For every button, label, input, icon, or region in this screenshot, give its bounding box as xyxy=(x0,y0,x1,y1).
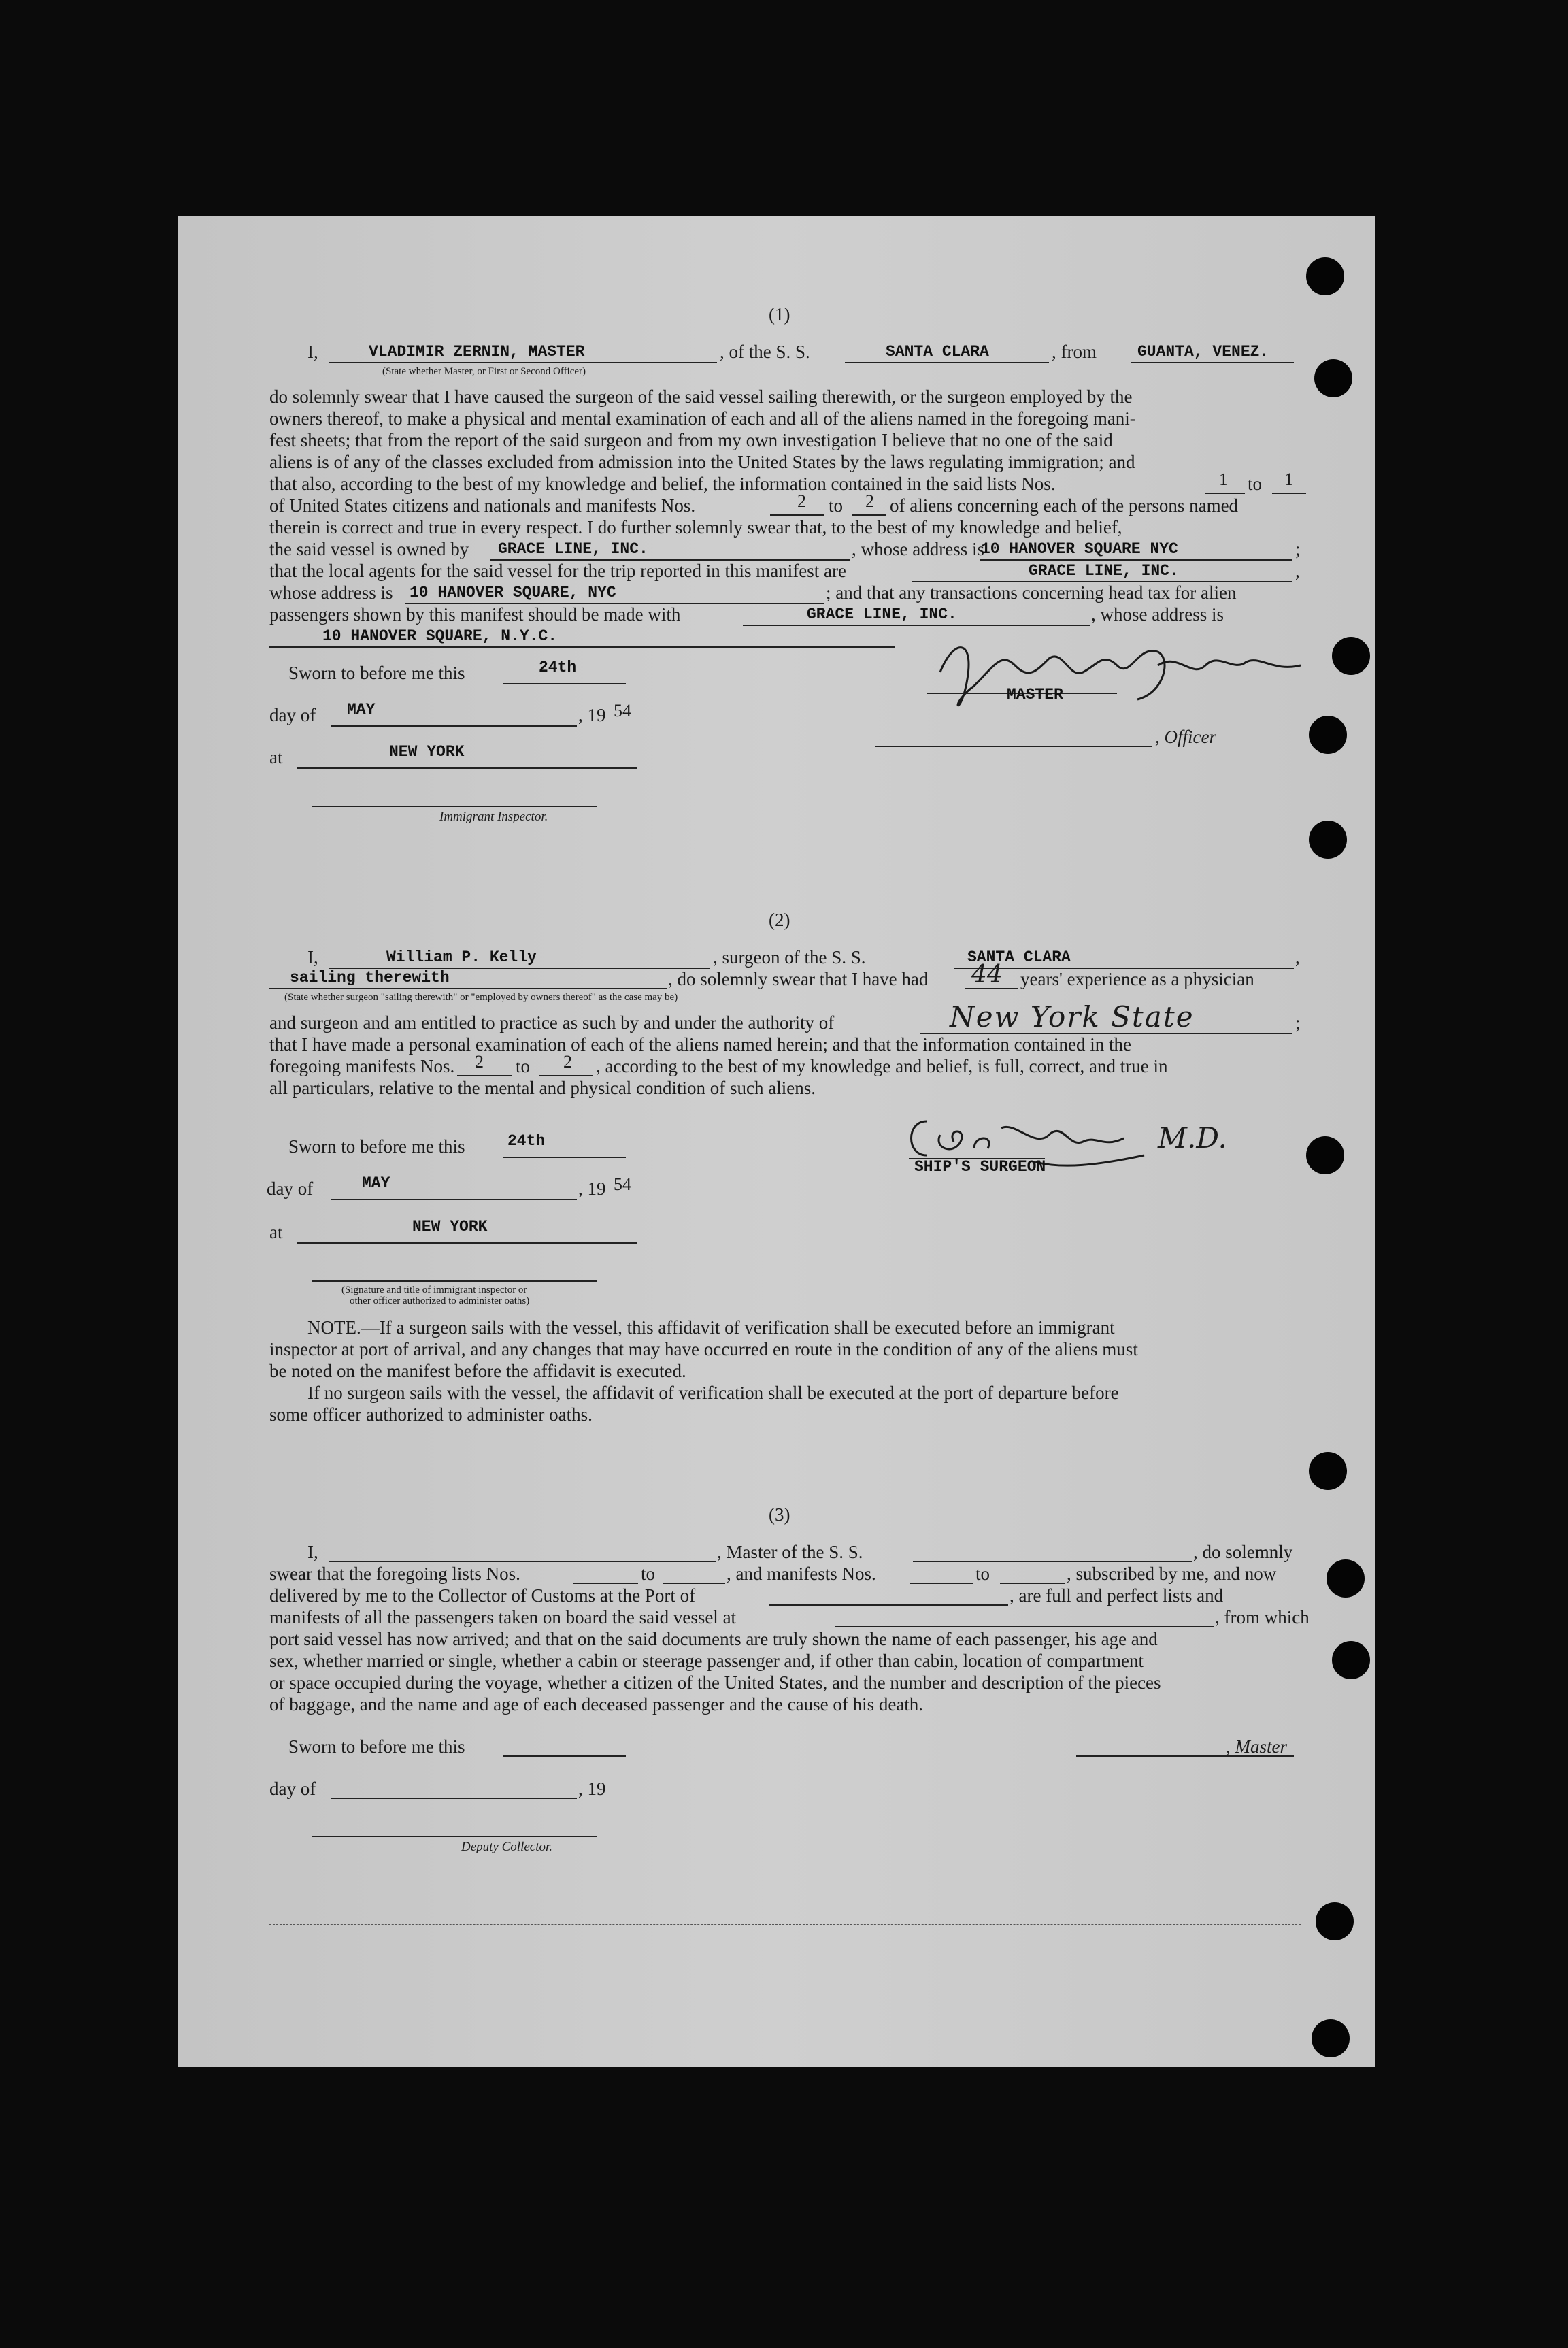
section-3-heading: (3) xyxy=(769,1504,790,1525)
s1-manifest-to-line xyxy=(852,514,886,516)
s1-manifest-from-line xyxy=(770,514,824,516)
s2-inspector-line xyxy=(312,1280,597,1282)
s1-sworn-day-line xyxy=(503,683,626,684)
s2-man-from-line xyxy=(457,1075,512,1076)
s2-month-line xyxy=(331,1199,577,1200)
s2-sworn-day-line xyxy=(503,1157,626,1158)
s3-sworn: Sworn to before me this xyxy=(288,1736,465,1757)
s3-master-line xyxy=(329,1561,716,1562)
s1-year: 54 xyxy=(614,701,631,721)
s2-year: 54 xyxy=(614,1174,631,1194)
s1-sworn: Sworn to before me this xyxy=(288,663,465,683)
s2-line-4b: , according to the best of my knowledge and belief, is full, correct, and true in xyxy=(596,1056,1168,1076)
s2-at: at xyxy=(269,1222,283,1242)
s3-vessel-line xyxy=(913,1561,1192,1562)
s1-port-line xyxy=(1131,362,1294,363)
s1-vessel: SANTA CLARA xyxy=(886,343,989,361)
s1-line-11a: passengers shown by this manifest should be made with xyxy=(269,604,681,625)
s2-day-of: day of xyxy=(267,1178,314,1199)
s1-line-4: aliens is of any of the classes excluded from admission into the United States by the laws regulating immigration; and xyxy=(269,452,1135,472)
s1-owner-address: 10 HANOVER SQUARE NYC xyxy=(981,540,1178,558)
s1-month-line xyxy=(331,725,577,727)
s1-line-11b: , whose address is xyxy=(1091,604,1224,625)
s1-agents-address: 10 HANOVER SQUARE, NYC xyxy=(410,584,616,601)
s1-i: I, xyxy=(307,342,318,362)
s1-line-5: that also, according to the best of my knowledge and belief, the information contained in the said lists Nos. xyxy=(269,474,1056,494)
affidavit-page xyxy=(178,216,1375,2067)
s1-line-6b: of aliens concerning each of the persons named xyxy=(890,495,1239,516)
s1-vessel-line xyxy=(845,362,1049,363)
binder-hole xyxy=(1332,1641,1370,1679)
note-line-1: NOTE.—If a surgeon sails with the vessel, this affidavit of verification shall be executed before an immigrant xyxy=(307,1317,1115,1338)
s3-depart-line xyxy=(835,1626,1214,1627)
s2-line-3: that I have made a personal examination of each of the aliens named herein; and that the information contained in the xyxy=(269,1034,1132,1055)
s1-comma: , xyxy=(1295,561,1300,581)
section-2-heading: (2) xyxy=(769,910,790,930)
s2-line-1c: years' experience as a physician xyxy=(1020,969,1254,989)
binder-hole xyxy=(1309,716,1347,754)
s3-man-from-line xyxy=(910,1583,973,1584)
s3-man-to-line xyxy=(1000,1583,1065,1584)
s1-officer: , Officer xyxy=(1155,727,1216,747)
s1-month: MAY xyxy=(347,701,376,718)
s3-port-line xyxy=(769,1604,1008,1606)
binder-hole xyxy=(1306,257,1344,295)
s1-port: GUANTA, VENEZ. xyxy=(1137,343,1269,361)
s3-master: , Master xyxy=(1226,1736,1287,1757)
s3-list-to-line xyxy=(663,1583,725,1584)
s1-place-line xyxy=(297,767,637,769)
s1-line-8b: , whose address is xyxy=(852,539,984,559)
s1-list-to-line xyxy=(1272,493,1306,494)
s3-deputy-line xyxy=(312,1836,597,1837)
section-1-heading: (1) xyxy=(769,304,790,325)
s3-list-from-line xyxy=(573,1583,638,1584)
s2-semicolon: ; xyxy=(1295,1012,1301,1033)
s3-month-line xyxy=(331,1798,577,1799)
note-line-5: some officer authorized to administer oaths. xyxy=(269,1404,593,1425)
s1-inspector-caption: Immigrant Inspector. xyxy=(439,810,548,824)
s3-line-8: of baggage, and the name and age of each deceased passenger and the cause of his death. xyxy=(269,1694,924,1715)
s1-to-2: to xyxy=(829,495,844,516)
s1-master-line xyxy=(329,362,717,363)
s1-officer-line xyxy=(875,746,1152,747)
note-line-2: inspector at port of arrival, and any changes that may have occurred en route in the condition of any of the aliens must xyxy=(269,1339,1138,1359)
binder-hole xyxy=(1314,359,1352,397)
s2-caption: (State whether surgeon "sailing therewith" or "employed by owners thereof" as the case may be) xyxy=(284,992,678,1003)
s2-man-to-line xyxy=(539,1075,593,1076)
s1-agents: GRACE LINE, INC. xyxy=(1029,562,1179,580)
s3-deputy: Deputy Collector. xyxy=(461,1840,553,1854)
s1-line-3: fest sheets; that from the report of the said surgeon and from my own investigation I believe that no one of the said xyxy=(269,430,1113,450)
s3-line-2a: swear that the foregoing lists Nos. xyxy=(269,1564,520,1584)
s2-sig-suffix: M.D. xyxy=(1158,1121,1227,1155)
s3-line-6: sex, whether married or single, whether a cabin or steerage passenger and, if other than cabin, location of compartment xyxy=(269,1651,1144,1671)
s2-year-prefix: , 19 xyxy=(578,1178,606,1199)
s1-signer-title: MASTER xyxy=(1007,686,1063,704)
s1-owner: GRACE LINE, INC. xyxy=(498,540,648,558)
s1-line-7: therein is correct and true in every respect. I do further solemnly swear that, to the best of my knowledge and belief, xyxy=(269,517,1122,538)
s1-manifest-to: 2 xyxy=(865,491,874,511)
s1-line-10a: whose address is xyxy=(269,582,393,603)
s1-headtax-address-line xyxy=(269,646,895,648)
s1-day-of: day of xyxy=(269,705,316,725)
s2-place-line xyxy=(297,1242,637,1244)
s3-line-2b: , and manifests Nos. xyxy=(727,1564,876,1584)
s3-to-1: to xyxy=(641,1564,656,1584)
s1-place: NEW YORK xyxy=(389,743,465,761)
s2-comma: , xyxy=(1295,947,1300,968)
master-signature xyxy=(933,625,1314,720)
s2-man-to: 2 xyxy=(563,1052,572,1072)
s2-man-from: 2 xyxy=(475,1052,484,1072)
s1-master-name: VLADIMIR ZERNIN, MASTER xyxy=(369,343,585,361)
s1-line-1: do solemnly swear that I have caused the surgeon of the said vessel sailing therewith, or the surgeon employed by the xyxy=(269,386,1133,407)
s1-list-from: 1 xyxy=(1219,469,1228,489)
s2-surgeon-of: , surgeon of the S. S. xyxy=(713,947,866,968)
s3-day-of: day of xyxy=(269,1779,316,1799)
s1-headtax-address: 10 HANOVER SQUARE, N.Y.C. xyxy=(322,627,558,645)
binder-hole xyxy=(1312,2019,1350,2057)
s1-line-10b: ; and that any transactions concerning head tax for alien xyxy=(826,582,1237,603)
s3-line-1a: I, xyxy=(307,1542,318,1562)
s2-line-4a: foregoing manifests Nos. xyxy=(269,1056,455,1076)
s2-line-1b: , do solemnly swear that I have had xyxy=(668,969,929,989)
s1-semicolon: ; xyxy=(1295,539,1301,559)
s1-owner-address-line xyxy=(980,559,1292,561)
s1-of-ss: , of the S. S. xyxy=(720,342,810,362)
s3-line-1c: , do solemnly xyxy=(1193,1542,1293,1562)
s1-from: , from xyxy=(1052,342,1097,362)
s1-year-prefix: , 19 xyxy=(578,705,606,725)
s1-line-6a: of United States citizens and nationals and manifests Nos. xyxy=(269,495,696,516)
s2-vessel: SANTA CLARA xyxy=(967,948,1071,966)
s1-inspector-line xyxy=(312,806,597,807)
s2-surgeon-name: William P. Kelly xyxy=(386,948,537,966)
binder-hole xyxy=(1327,1559,1365,1598)
s2-sworn: Sworn to before me this xyxy=(288,1136,465,1157)
s2-signer-title: SHIP'S SURGEON xyxy=(914,1158,1046,1176)
s1-line-9a: that the local agents for the said vessel for the trip reported in this manifest are xyxy=(269,561,846,581)
note-line-4: If no surgeon sails with the vessel, the affidavit of verification shall be executed at the port of departure before xyxy=(307,1383,1119,1403)
s2-i: I, xyxy=(307,947,318,968)
s1-at: at xyxy=(269,747,283,767)
s3-sworn-line xyxy=(503,1755,626,1757)
s1-line-8a: the said vessel is owned by xyxy=(269,539,469,559)
binder-hole xyxy=(1309,821,1347,859)
s3-line-7: or space occupied during the voyage, whether a citizen of the United States, and the number and description of the pieces xyxy=(269,1672,1161,1693)
s2-line-5: all particulars, relative to the mental and physical condition of such aliens. xyxy=(269,1078,816,1098)
s1-headtax-party: GRACE LINE, INC. xyxy=(807,606,957,623)
s2-years: 44 xyxy=(971,961,1003,989)
s1-list-to: 1 xyxy=(1284,469,1293,489)
note-line-3: be noted on the manifest before the affidavit is executed. xyxy=(269,1361,686,1381)
s2-sailing-line xyxy=(269,988,667,989)
s3-year: , 19 xyxy=(578,1779,606,1799)
s2-place: NEW YORK xyxy=(412,1218,488,1236)
s3-line-4a: manifests of all the passengers taken on board the said vessel at xyxy=(269,1607,737,1627)
s2-line-2a: and surgeon and am entitled to practice as such by and under the authority of xyxy=(269,1012,835,1033)
s3-line-4b: , from which xyxy=(1215,1607,1310,1627)
s3-line-1b: , Master of the S. S. xyxy=(717,1542,863,1562)
s1-line-2: owners thereof, to make a physical and mental examination of each and all of the aliens named in the foregoing mani- xyxy=(269,408,1136,429)
s1-sworn-day: 24th xyxy=(539,659,577,676)
binder-hole xyxy=(1332,637,1370,675)
s1-list-from-line xyxy=(1205,493,1245,494)
s1-manifest-from: 2 xyxy=(797,491,806,511)
binder-hole xyxy=(1306,1136,1344,1174)
s3-line-3a: delivered by me to the Collector of Customs at the Port of xyxy=(269,1585,696,1606)
s2-sailing: sailing therewith xyxy=(290,969,450,987)
binder-hole xyxy=(1309,1452,1347,1490)
s2-caption-sig-2: other officer authorized to administer oaths) xyxy=(350,1295,530,1306)
s2-to: to xyxy=(516,1056,531,1076)
s3-to-2: to xyxy=(975,1564,990,1584)
s2-sworn-day: 24th xyxy=(507,1132,546,1150)
s2-authority: New York State xyxy=(950,1000,1195,1034)
s1-to-1: to xyxy=(1248,474,1263,494)
s3-line-2c: , subscribed by me, and now xyxy=(1067,1564,1277,1584)
s2-month: MAY xyxy=(362,1174,390,1192)
s3-line-3b: , are full and perfect lists and xyxy=(1010,1585,1224,1606)
s2-caption-sig-1: (Signature and title of immigrant inspector or xyxy=(341,1285,527,1295)
bottom-rule xyxy=(269,1924,1301,1925)
s3-line-5: port said vessel has now arrived; and that on the said documents are truly shown the name of each passenger, his age and xyxy=(269,1629,1158,1649)
s1-state-caption: (State whether Master, or First or Second Officer) xyxy=(382,366,586,377)
binder-hole xyxy=(1316,1902,1354,1940)
